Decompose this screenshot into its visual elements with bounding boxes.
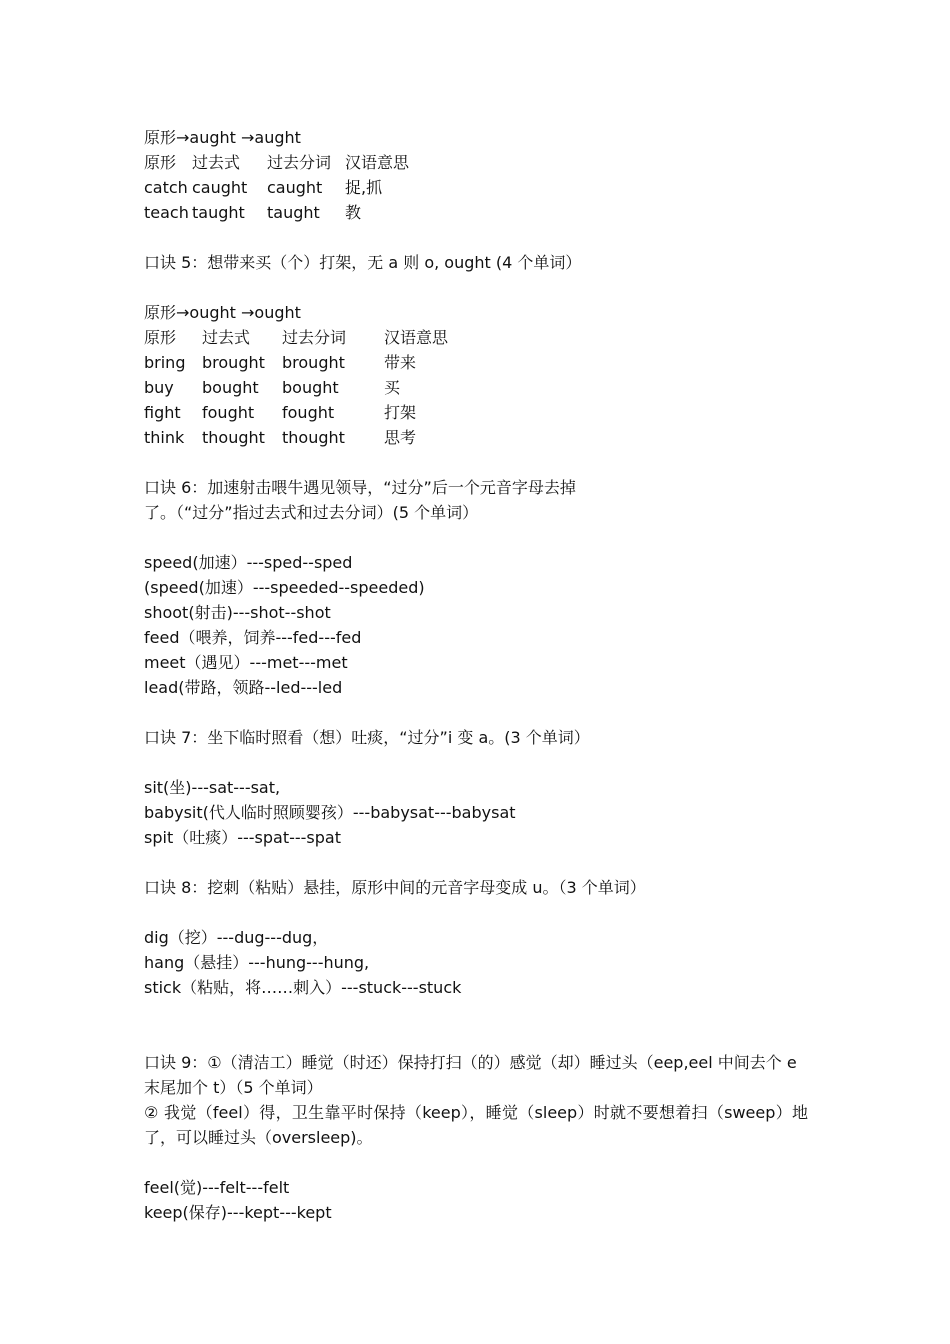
cell: fought	[282, 403, 335, 422]
cell: buy	[144, 378, 174, 397]
rule-6-line1: 口诀 6：加速射击喂牛遇见领导，“过分”后一个元音字母去掉	[144, 478, 576, 497]
col-meaning: 汉语意思	[345, 153, 410, 172]
list-item: keep(保存)---kept---kept	[144, 1203, 332, 1222]
list-item: meet（遇见）---met---met	[144, 653, 348, 672]
list-item: speed(加速）---sped--sped	[144, 553, 353, 572]
cell: 带来	[384, 353, 417, 372]
cell: fought	[202, 403, 255, 422]
section5-heading: 原形→ought →ought	[144, 303, 301, 322]
cell: thought	[202, 428, 265, 447]
col-base-form: 原形	[144, 328, 177, 347]
cell: brought	[282, 353, 345, 372]
cell: caught	[192, 178, 248, 197]
cell: catch	[144, 178, 188, 197]
list-item: shoot(射击)---shot--shot	[144, 603, 331, 622]
list-item: lead(带路，领路--led---led	[144, 678, 343, 697]
section5-table-header	[144, 325, 808, 350]
cell: 思考	[384, 428, 417, 447]
list-item: dig（挖）---dug---dug，	[144, 928, 329, 947]
cell: 打架	[384, 403, 417, 422]
cell: 买	[384, 378, 401, 397]
col-past-participle: 过去分词	[267, 153, 332, 172]
rule-9-explanation: ② 我觉（feel）得，卫生靠平时保持（keep），睡觉（sleep）时就不要想着扫（sweep）地了，可以睡过头（oversleep)。	[144, 1103, 808, 1147]
table-row	[144, 425, 808, 450]
list-item: spit（吐痰）---spat---spat	[144, 828, 341, 847]
table-row	[144, 200, 808, 225]
list-item: sit(坐)---sat---sat,	[144, 778, 281, 797]
list-item: feed（喂养，饲养---fed---fed	[144, 628, 362, 647]
col-meaning: 汉语意思	[384, 328, 449, 347]
cell: taught	[267, 203, 320, 222]
cell: 捉,抓	[345, 178, 383, 197]
col-base-form: 原形	[144, 153, 177, 172]
rule-8: 口诀 8：挖刺（粘贴）悬挂，原形中间的元音字母变成 u。（3 个单词）	[144, 878, 646, 897]
cell: thought	[282, 428, 345, 447]
cell: teach	[144, 203, 189, 222]
cell: bought	[282, 378, 339, 397]
rule-7: 口诀 7：坐下临时照看（想）吐痰，“过分”i 变 a。(3 个单词）	[144, 728, 590, 747]
list-item: hang（悬挂）---hung---hung,	[144, 953, 370, 972]
col-past-participle: 过去分词	[282, 328, 347, 347]
cell: think	[144, 428, 185, 447]
section4-heading: 原形→aught →aught	[144, 128, 301, 147]
cell: bought	[202, 378, 259, 397]
list-item: stick（粘贴，将……刺入）---stuck---stuck	[144, 978, 462, 997]
table-row	[144, 400, 808, 425]
section4-table-header	[144, 150, 808, 175]
rule-6-line2: 了。（“过分”指过去式和过去分词）(5 个单词）	[144, 503, 479, 522]
list-item: babysit(代人临时照顾婴孩）---babysat---babysat	[144, 803, 516, 822]
rule-9: 口诀 9：①（清洁工）睡觉（时还）保持打扫（的）感觉（却）睡过头（eep,eel 中间去个 e 末尾加个 t）（5 个单词）	[144, 1053, 797, 1097]
cell: brought	[202, 353, 265, 372]
cell: taught	[192, 203, 245, 222]
cell: fight	[144, 403, 181, 422]
col-past-tense: 过去式	[202, 328, 251, 347]
table-row	[144, 350, 808, 375]
rule-5: 口诀 5：想带来买（个）打架，无 a 则 o, ought (4 个单词）	[144, 253, 582, 272]
cell: caught	[267, 178, 323, 197]
table-row	[144, 175, 808, 200]
cell: 教	[345, 203, 362, 222]
cell: bring	[144, 353, 186, 372]
col-past-tense: 过去式	[192, 153, 241, 172]
table-row	[144, 375, 808, 400]
list-item: feel(觉)---felt---felt	[144, 1178, 290, 1197]
document-page	[144, 125, 808, 1225]
list-item: (speed(加速）---speeded--speeded)	[144, 578, 425, 597]
